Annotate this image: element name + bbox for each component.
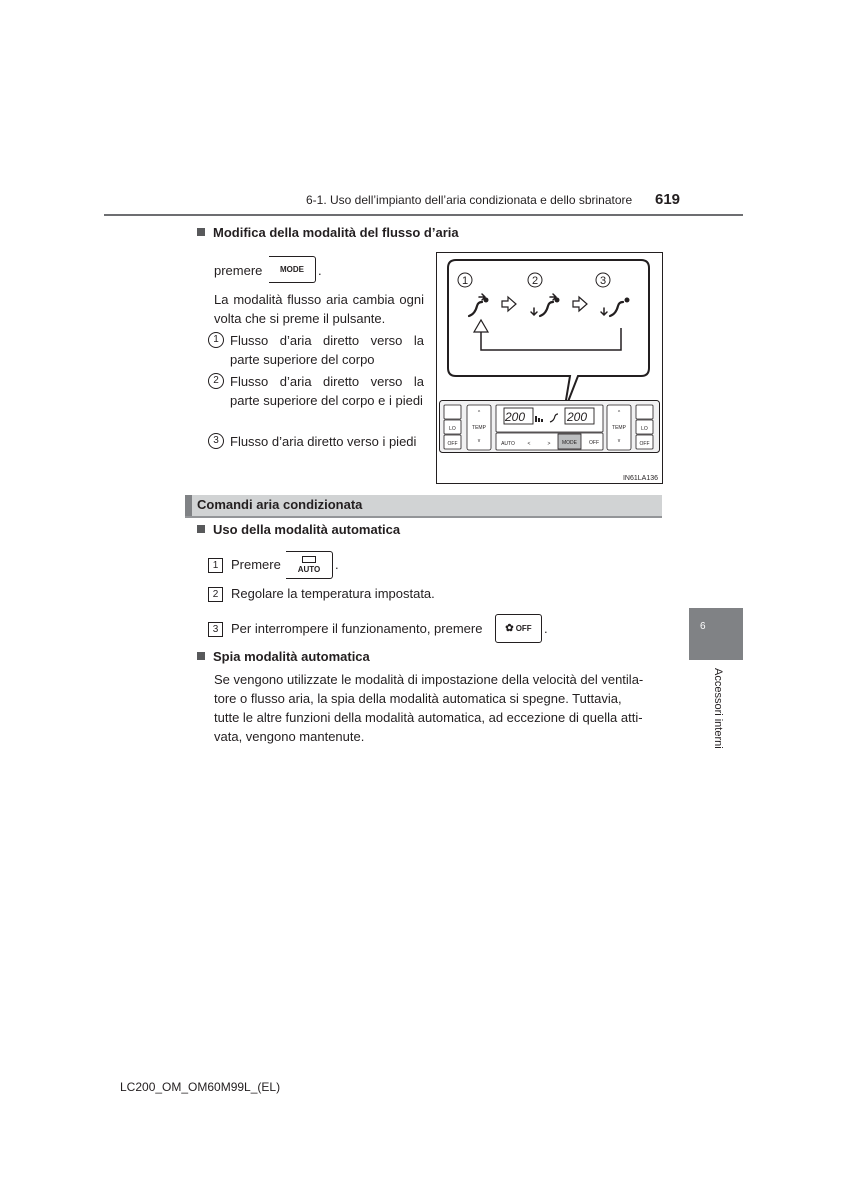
fan-less-label: < bbox=[527, 441, 531, 447]
circled-number: 3 bbox=[208, 433, 224, 449]
circled-number: 1 bbox=[208, 332, 224, 348]
left-temp-display: 200 bbox=[505, 410, 526, 424]
temp-up-label: ^ bbox=[477, 410, 481, 416]
mode-item-2: 2 Flusso d’aria diretto verso la parte superiore del corpo e i piedi bbox=[208, 372, 424, 410]
mode-label: MODE bbox=[562, 440, 577, 446]
lo-label: LO bbox=[641, 426, 648, 432]
mode-button-icon: MODE bbox=[269, 256, 316, 283]
bullet-square-icon bbox=[197, 652, 205, 660]
mode-press-suffix: . bbox=[318, 263, 322, 278]
chapter-number: 6 bbox=[700, 621, 706, 632]
mode-section-title: Modifica della modalità del flusso d’aria bbox=[197, 225, 459, 240]
callout-1: 1 bbox=[461, 275, 469, 287]
auto-step-1-suffix: . bbox=[335, 557, 339, 572]
temp-label: TEMP bbox=[472, 425, 486, 431]
callout-2: 2 bbox=[531, 275, 539, 287]
auto-step-2: 2 Regolare la temperatura impostata. bbox=[208, 584, 435, 603]
indicator-paragraph: Se vengono utilizzate le modalità di impostazione della velocità del ventila- tore o flusso aria, la spia della modalità automatica si spegne. Tuttavia, tutte le altre funzioni della modalità automatica, ad eccezione di quella atti- vata, vengono mantenute. bbox=[214, 672, 644, 744]
temp-down-label: v bbox=[617, 438, 621, 444]
auto-button-icon: AUTO bbox=[286, 551, 333, 579]
bullet-square-icon bbox=[197, 228, 205, 236]
auto-step-3: 3 Per interrompere il funzionamento, premere bbox=[208, 619, 482, 638]
chapter-label: Accessori interni bbox=[712, 668, 724, 749]
off-label: OFF bbox=[639, 441, 650, 447]
climate-panel-illustration bbox=[436, 252, 663, 484]
step-number: 2 bbox=[208, 587, 223, 602]
temp-label: TEMP bbox=[612, 425, 626, 431]
circled-number: 2 bbox=[208, 373, 224, 389]
auto-label: AUTO bbox=[501, 441, 515, 447]
fan-off-button-icon: ✿ OFF bbox=[495, 614, 542, 643]
section-bar-accent bbox=[185, 495, 192, 516]
illustration-code: IN61LA136 bbox=[622, 475, 658, 482]
chapter-tab bbox=[689, 608, 743, 660]
section-bar-title: Comandi aria condizionata bbox=[197, 497, 363, 512]
fan-icon: ✿ bbox=[505, 623, 514, 634]
lo-label: LO bbox=[449, 426, 456, 432]
fan-more-label: > bbox=[547, 441, 551, 447]
right-temp-display: 200 bbox=[567, 410, 588, 424]
auto-step-1: 1 Premere bbox=[208, 555, 281, 574]
mode-item-3: 3 Flusso d’aria diretto verso i piedi bbox=[208, 432, 424, 451]
header-rule bbox=[104, 214, 743, 216]
mode-description: La modalità flusso aria cambia ogni volta che si preme il pulsante. bbox=[214, 292, 424, 326]
page-number: 619 bbox=[655, 191, 681, 208]
footer-code: LC200_OM_OM60M99L_(EL) bbox=[120, 1080, 281, 1094]
temp-up-label: ^ bbox=[617, 410, 621, 416]
auto-section-title: Uso della modalità automatica bbox=[197, 522, 400, 537]
temp-down-label: v bbox=[477, 438, 481, 444]
off-label: OFF bbox=[447, 441, 458, 447]
callout-3: 3 bbox=[599, 275, 607, 287]
step-number: 1 bbox=[208, 558, 223, 573]
mode-press-line: premere bbox=[214, 263, 263, 278]
mode-item-1: 1 Flusso d’aria diretto verso la parte superiore del corpo bbox=[208, 331, 424, 369]
auto-step-3-suffix: . bbox=[544, 621, 548, 636]
running-header: 6-1. Uso dell’impianto dell’aria condizionata e dello sbrinatore bbox=[306, 193, 633, 207]
bullet-square-icon bbox=[197, 525, 205, 533]
indicator-section-title: Spia modalità automatica bbox=[197, 649, 370, 664]
step-number: 3 bbox=[208, 622, 223, 637]
fan-off-label: OFF bbox=[589, 440, 599, 446]
indicator-light-icon bbox=[302, 556, 316, 563]
